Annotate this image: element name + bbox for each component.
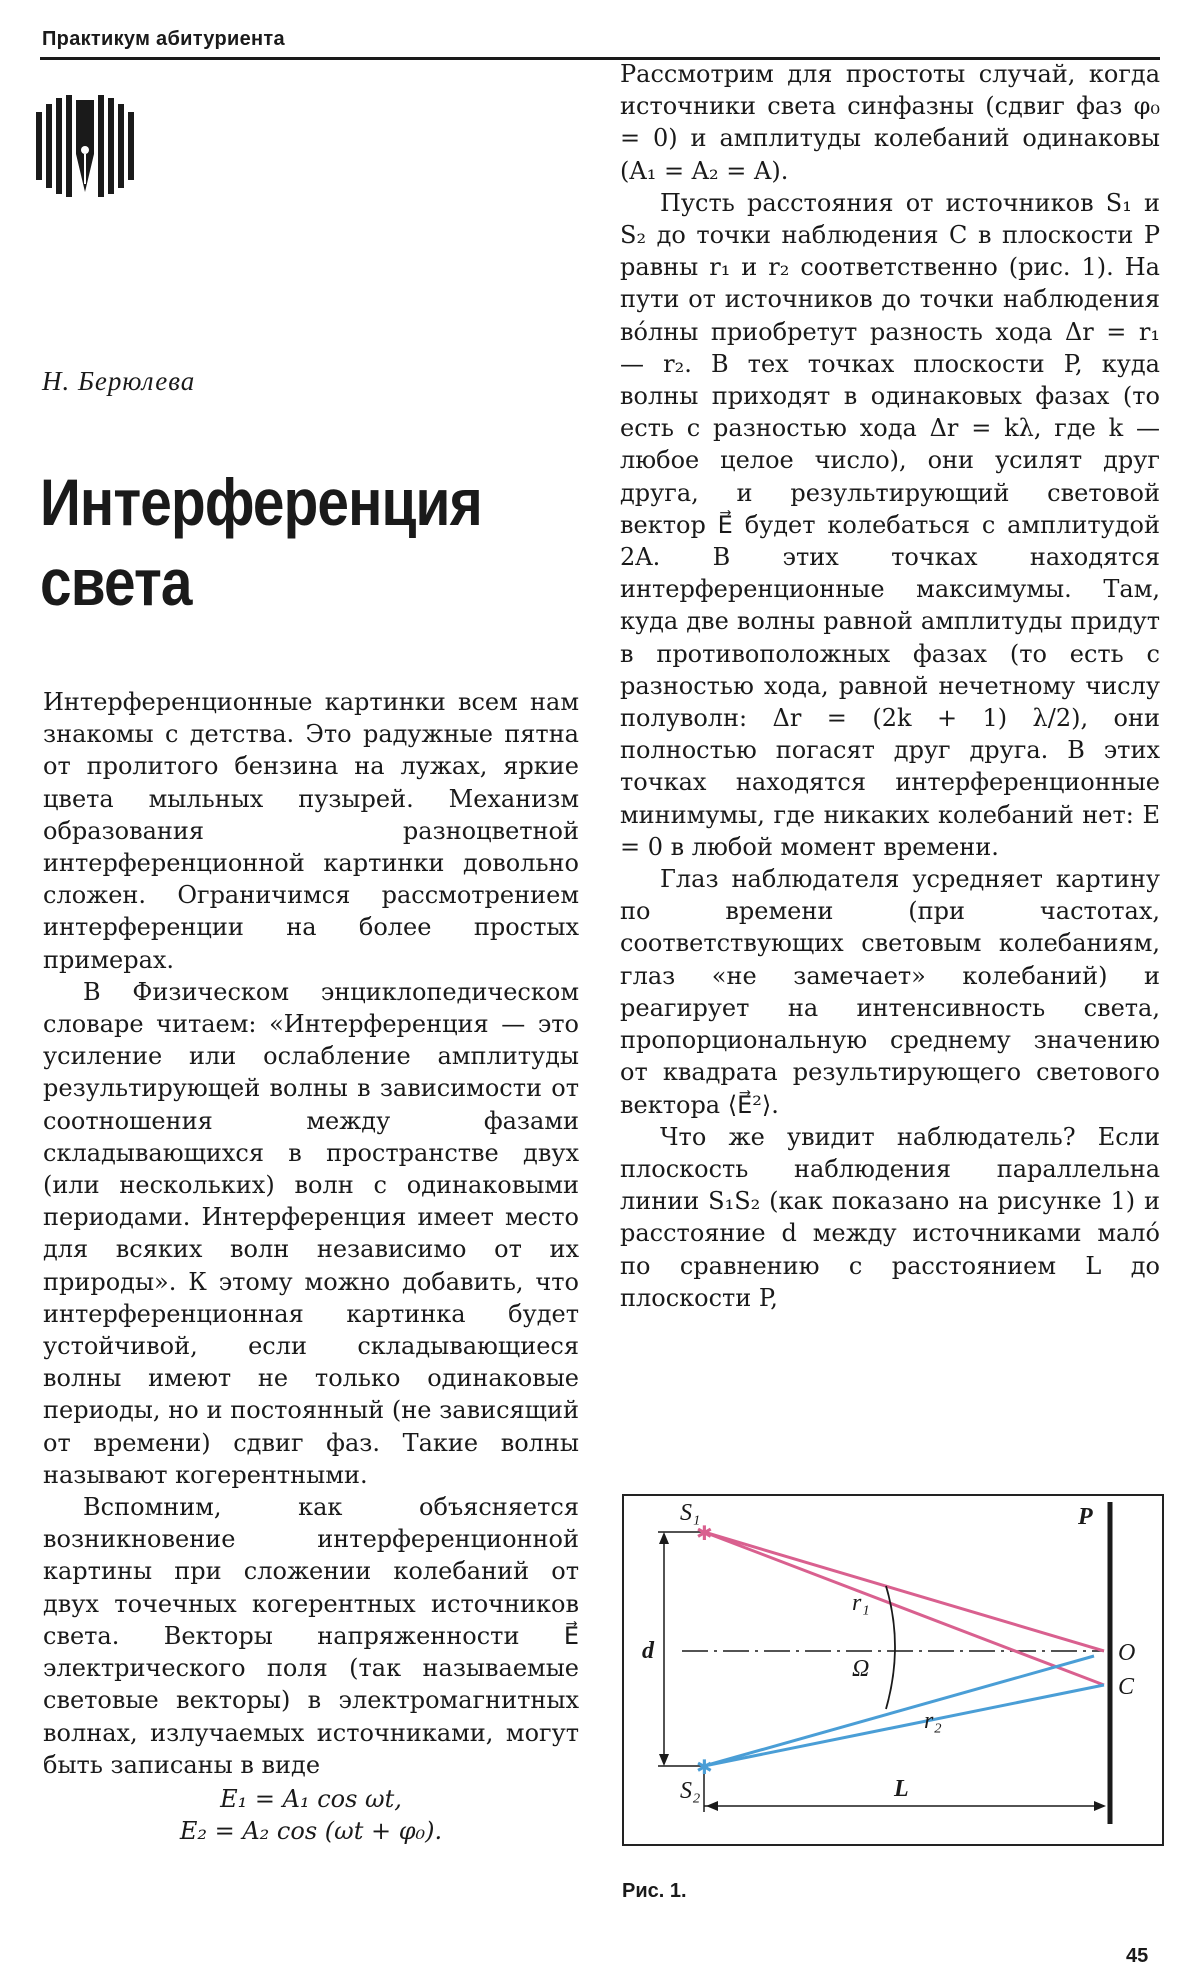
title-line-1: Интерференция xyxy=(40,465,482,539)
label-r2: r₂ xyxy=(924,1708,942,1734)
formula-e1: E₁ = A₁ cos ωt, xyxy=(220,1784,402,1813)
paragraph: Вспомним, как объясняется возникновение интерференционной картины при сложении колебаний от двух точечных когерентных источников света. Векторы напряженности E⃗ электрического поля (так называемые световые векторы) в электромагнитных волнах, излучаемых источниками, могут быть записаны в виде xyxy=(43,1493,579,1779)
ray-s2-to-o xyxy=(704,1656,1094,1766)
label-s2: S₂ xyxy=(680,1778,701,1804)
ray-s1-to-c xyxy=(704,1532,1104,1685)
ray-s1-to-o xyxy=(704,1532,1104,1651)
paragraph: Пусть расстояния от источников S₁ и S₂ до точки наблюдения C в плоскости P равны r₁ и r₂ соответственно (рис. 1). На пути от источников до точки наблюдения во́лны приобретут разность хода Δr = r₁ — r₂. В тех точках плоскости P, куда волны приходят в одинаковых фазах (то есть с разностью хода Δr = kλ, где k — любое целое число), они усилят друг друга, и результирующий световой вектор E⃗ будет колебаться с амплитудой 2A. В этих точках находятся интерференционные максимумы. Там, куда две волны равной амплитуды придут в противоположных фазах (то есть с разностью хода, равной нечетному числу полуволн: Δr = (2k + 1) λ/2), они полностью погасят друг друга. В этих точках находятся интерференционные минимумы, где никаких колебаний нет: E = 0 в любой момент времени. xyxy=(620,188,1160,861)
label-c: C xyxy=(1118,1674,1135,1700)
formula-e2: E₂ = A₂ cos (ωt + φ₀). xyxy=(179,1816,443,1845)
pen-nib-logo-icon xyxy=(30,92,140,202)
d-arrow-bottom xyxy=(659,1754,669,1766)
figure-1 xyxy=(622,1494,1164,1846)
paragraph: Что же увидит наблюдатель? Если плоскость наблюдения параллельна линии S₁S₂ (как показано на рисунке 1) и расстояние d между источниками мало́ по сравнению с расстоянием L до плоскости P, xyxy=(620,1122,1160,1312)
author-name: Н. Берюлева xyxy=(42,366,196,396)
label-omega: Ω xyxy=(852,1656,870,1682)
label-l: L xyxy=(894,1776,909,1802)
paragraph: В Физическом энциклопедическом словаре читаем: «Интерференция — это усиление или ослабление амплитуды результирующей волны в зависимости от соотношения между фазами складывающихся в пространстве двух (или нескольких) волн с одинаковыми периодами. Интерференция имеет место для всяких волн независимо от их природы». К этому можно добавить, что интерференционная картинка будет устойчивой, если складывающиеся волны имеют не только одинаковые периоды, но и постоянный (не зависящий от времени) сдвиг фаз. Такие волны называют когерентными. xyxy=(43,977,579,1489)
ray-s2-to-c xyxy=(704,1685,1104,1766)
left-text-column xyxy=(43,686,579,1847)
paragraph: Рассмотрим для простоты случай, когда источники света синфазны (сдвиг фаз φ₀ = 0) и амплитуды колебаний одинаковы (A₁ = A₂ = A). xyxy=(620,60,1160,185)
article-title xyxy=(40,462,482,622)
figure-caption: Рис. 1. xyxy=(622,1880,687,1902)
right-text-column xyxy=(620,58,1160,1314)
title-line-2: света xyxy=(40,545,192,619)
paragraph: Интерференционные картинки всем нам знакомы с детства. Это радужные пятна от пролитого бензина на лужах, яркие цвета мыльных пузырей. Механизм образования разноцветной интерференционной картинки довольно сложен. Ограничимся рассмотрением интерференции на более простых примерах. xyxy=(43,688,579,974)
label-o: O xyxy=(1118,1640,1136,1666)
section-header: Практикум абитуриента xyxy=(42,28,285,50)
page-number: 45 xyxy=(1126,1945,1149,1967)
paragraph: Глаз наблюдателя усредняет картину по времени (при частотах, соответствующих световым колебаниям, глаз «не замечает» колебаний) и реагирует на интенсивность света, пропорциональную среднему значению от квадрата результирующего светового вектора ⟨E⃗²⟩. xyxy=(620,865,1160,1119)
d-arrow-top xyxy=(659,1532,669,1544)
l-arrow-right xyxy=(1094,1801,1106,1811)
source-s2-star-icon: ✱ xyxy=(696,1757,713,1779)
l-arrow-left xyxy=(706,1801,718,1811)
label-p: P xyxy=(1078,1504,1093,1530)
source-s1-star-icon: ✱ xyxy=(696,1523,713,1545)
label-s1: S₁ xyxy=(680,1500,701,1526)
label-d: d xyxy=(642,1638,654,1664)
interference-diagram xyxy=(624,1496,1162,1844)
label-r1: r₁ xyxy=(852,1590,870,1616)
